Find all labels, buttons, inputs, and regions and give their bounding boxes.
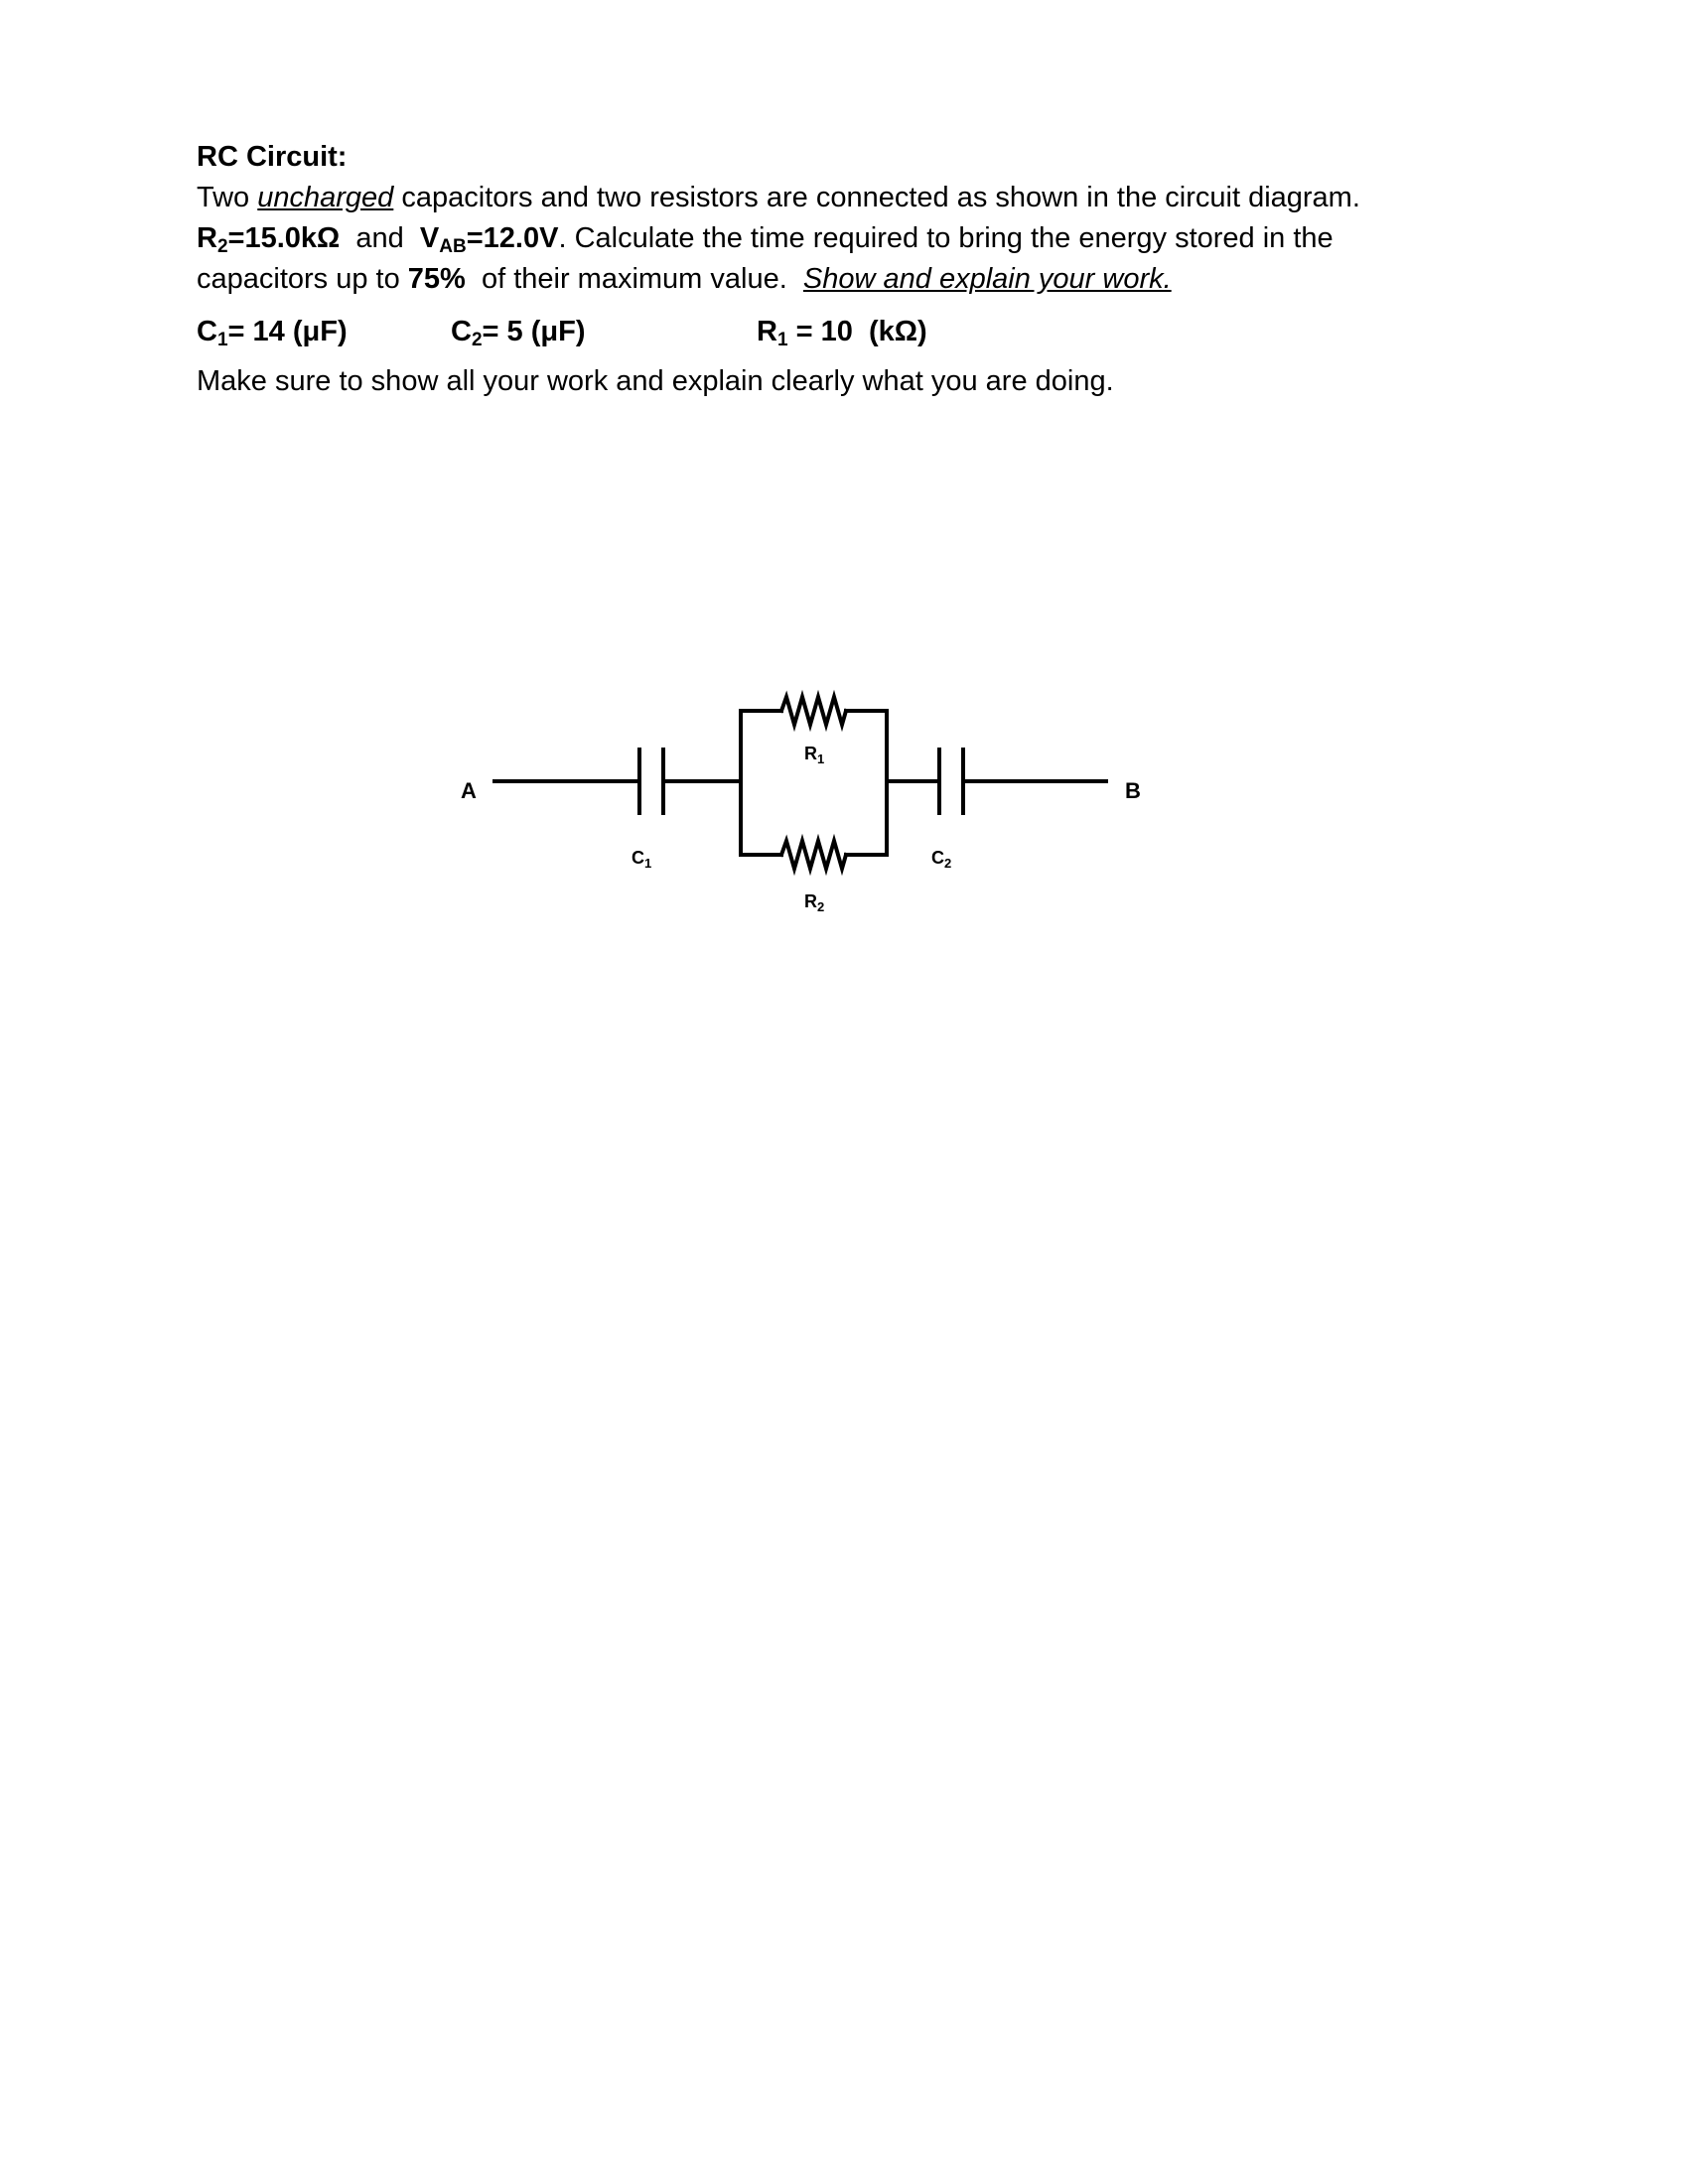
- instruction-text: Make sure to show all your work and explain clearly what you are doing.: [197, 365, 1114, 397]
- r1-given: $R_1 = 10$ (kΩ): [757, 316, 927, 350]
- c2-label: $C_2$: [931, 848, 952, 871]
- c1-label: $C_1$: [632, 848, 652, 871]
- percent-target: 75%: [407, 263, 466, 295]
- terminal-a-label: A: [461, 778, 477, 803]
- terminal-b-label: B: [1125, 778, 1141, 803]
- c2-given: $C_2= 5$ (μF): [451, 316, 586, 350]
- problem-line-2: $R_2=15.0k\Omega$ and $V_{AB}=12.0V$. Calculate the time required to bring the energy stored in the: [197, 222, 1334, 257]
- problem-title: RC Circuit:: [197, 141, 348, 173]
- problem-line-1: Two uncharged capacitors and two resistors are connected as shown in the circuit diagram.: [197, 182, 1360, 213]
- problem-line-3: capacitors up to 75% of their maximum value. Show and explain your work.: [197, 263, 1172, 295]
- c1-given: $C_1= 14$ (μF): [197, 316, 348, 350]
- show-work-emphasis: Show and explain your work.: [802, 263, 1172, 295]
- r1-resistor: [781, 697, 846, 725]
- r2-given: $R_2=15.0k\Omega$: [197, 222, 341, 257]
- r2-resistor: [781, 841, 846, 869]
- r2-label: $R_2$: [804, 891, 825, 914]
- vab-given: $V_{AB}=12.0V$: [419, 222, 559, 257]
- r1-label: $R_1$: [804, 744, 825, 766]
- uncharged-emphasis: uncharged: [257, 182, 394, 213]
